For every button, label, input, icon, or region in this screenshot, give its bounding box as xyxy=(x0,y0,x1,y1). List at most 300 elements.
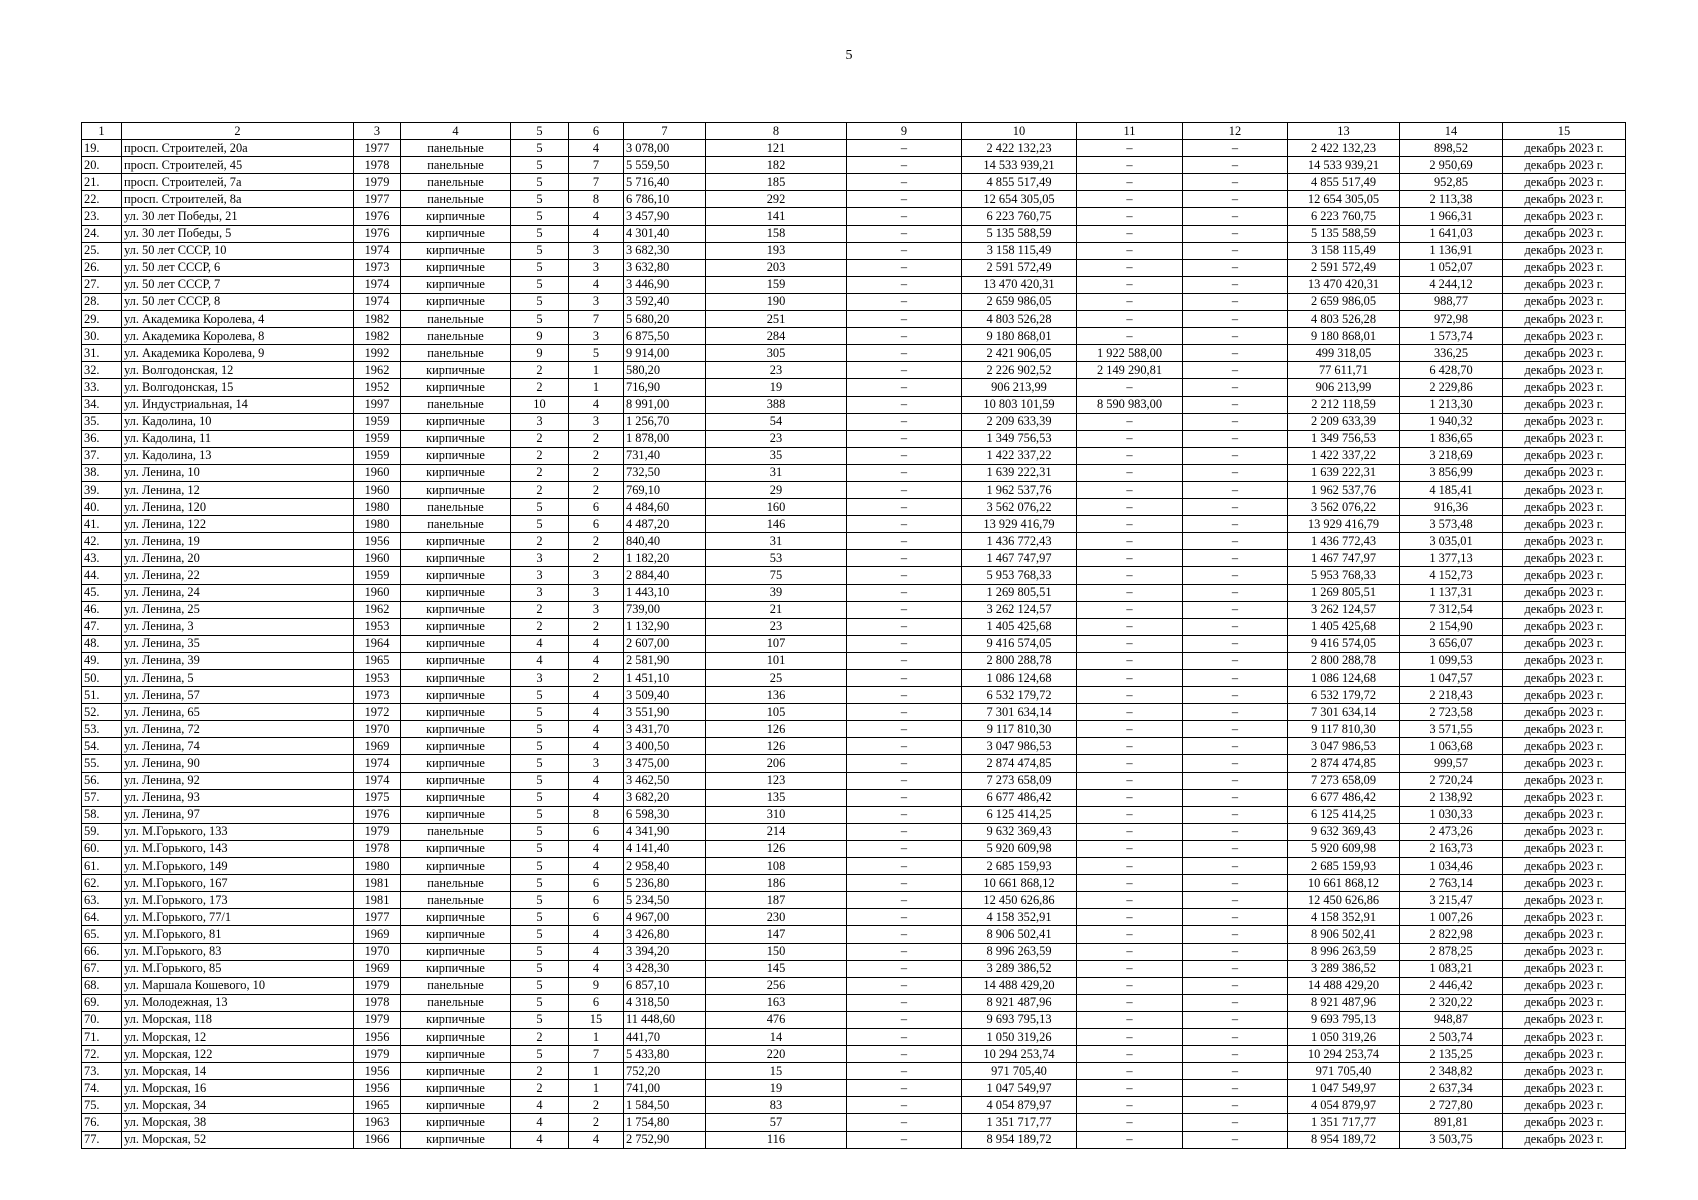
table-cell: 1 086 124,68 xyxy=(962,670,1077,687)
table-cell: 2 xyxy=(511,481,569,498)
table-cell: 1960 xyxy=(354,584,401,601)
table-cell: ул. Ленина, 39 xyxy=(122,652,354,669)
table-cell: 3 xyxy=(569,755,624,772)
table-cell: кирпичные xyxy=(401,721,511,738)
table-cell: кирпичные xyxy=(401,687,511,704)
table-cell: панельные xyxy=(401,311,511,328)
table-row xyxy=(82,875,1626,892)
table-cell: – xyxy=(1077,601,1183,618)
table-row xyxy=(82,191,1626,208)
table-cell: 1978 xyxy=(354,157,401,174)
table-cell: 54 xyxy=(706,413,847,430)
table-cell: 37. xyxy=(82,447,122,464)
table-cell: 3 856,99 xyxy=(1400,464,1503,481)
table-row xyxy=(82,721,1626,738)
table-cell: 27. xyxy=(82,276,122,293)
table-cell: – xyxy=(1183,738,1288,755)
table-cell: 8 991,00 xyxy=(624,396,706,413)
table-cell: – xyxy=(847,1046,962,1063)
table-cell: декабрь 2023 г. xyxy=(1503,960,1626,977)
table-cell: 2 874 474,85 xyxy=(1288,755,1400,772)
table-cell: ул. Ленина, 57 xyxy=(122,687,354,704)
table-cell: – xyxy=(1077,670,1183,687)
table-cell: – xyxy=(1183,157,1288,174)
table-cell: 840,40 xyxy=(624,533,706,550)
table-cell: 1976 xyxy=(354,208,401,225)
table-cell: – xyxy=(1183,772,1288,789)
table-cell: 1969 xyxy=(354,738,401,755)
table-cell: – xyxy=(847,858,962,875)
table-cell: 48. xyxy=(82,635,122,652)
table-cell: 2 xyxy=(569,481,624,498)
table-cell: кирпичные xyxy=(401,704,511,721)
table-cell: – xyxy=(1183,1114,1288,1131)
table-cell: 1 422 337,22 xyxy=(1288,447,1400,464)
table-cell: 4 xyxy=(569,1131,624,1148)
table-cell: ул. Ленина, 65 xyxy=(122,704,354,721)
table-cell: 1 269 805,51 xyxy=(962,584,1077,601)
table-cell: 1956 xyxy=(354,1028,401,1045)
table-cell: ул. М.Горького, 173 xyxy=(122,892,354,909)
table-cell: 23. xyxy=(82,208,122,225)
table-cell: кирпичные xyxy=(401,379,511,396)
table-cell: 147 xyxy=(706,926,847,943)
table-cell: 898,52 xyxy=(1400,140,1503,157)
table-cell: 1973 xyxy=(354,687,401,704)
table-cell: 10 661 868,12 xyxy=(962,875,1077,892)
column-header-11: 11 xyxy=(1077,123,1183,140)
table-cell: декабрь 2023 г. xyxy=(1503,379,1626,396)
table-row xyxy=(82,1028,1626,1045)
table-cell: 14 533 939,21 xyxy=(1288,157,1400,174)
table-cell: 69. xyxy=(82,994,122,1011)
table-cell: 42. xyxy=(82,533,122,550)
table-cell: 3 262 124,57 xyxy=(1288,601,1400,618)
table-cell: 4 803 526,28 xyxy=(962,311,1077,328)
table-cell: 3 xyxy=(569,567,624,584)
table-cell: ул. Морская, 14 xyxy=(122,1063,354,1080)
table-row xyxy=(82,293,1626,310)
table-cell: 1 349 756,53 xyxy=(962,430,1077,447)
table-cell: 4 xyxy=(569,858,624,875)
table-cell: 4 xyxy=(569,687,624,704)
table-cell: декабрь 2023 г. xyxy=(1503,481,1626,498)
table-cell: – xyxy=(1077,499,1183,516)
table-cell: 182 xyxy=(706,157,847,174)
table-cell: 6 125 414,25 xyxy=(1288,806,1400,823)
table-row xyxy=(82,1131,1626,1148)
table-cell: панельные xyxy=(401,345,511,362)
table-cell: – xyxy=(847,362,962,379)
table-cell: 28. xyxy=(82,293,122,310)
table-cell: кирпичные xyxy=(401,533,511,550)
table-row xyxy=(82,379,1626,396)
table-cell: 6 xyxy=(569,909,624,926)
table-cell: 6 677 486,42 xyxy=(1288,789,1400,806)
table-cell: 2 591 572,49 xyxy=(962,259,1077,276)
table-cell: 116 xyxy=(706,1131,847,1148)
table-row xyxy=(82,362,1626,379)
table-cell: – xyxy=(1183,1046,1288,1063)
table-cell: – xyxy=(1183,1028,1288,1045)
table-cell: декабрь 2023 г. xyxy=(1503,738,1626,755)
table-cell: ул. Ленина, 25 xyxy=(122,601,354,618)
table-cell: 1 086 124,68 xyxy=(1288,670,1400,687)
table-cell: – xyxy=(1077,584,1183,601)
table-cell: 2 421 906,05 xyxy=(962,345,1077,362)
table-cell: кирпичные xyxy=(401,755,511,772)
table-cell: – xyxy=(847,909,962,926)
table-cell: 4 185,41 xyxy=(1400,481,1503,498)
table-cell: 6 xyxy=(569,499,624,516)
table-cell: ул. Академика Королева, 8 xyxy=(122,328,354,345)
table-cell: 2 xyxy=(569,550,624,567)
table-cell: 1962 xyxy=(354,362,401,379)
table-cell: 1976 xyxy=(354,225,401,242)
table-cell: декабрь 2023 г. xyxy=(1503,926,1626,943)
table-cell: кирпичные xyxy=(401,208,511,225)
table-cell: кирпичные xyxy=(401,926,511,943)
table-cell: 1 351 717,77 xyxy=(962,1114,1077,1131)
table-cell: – xyxy=(1077,858,1183,875)
table-cell: кирпичные xyxy=(401,1097,511,1114)
table-cell: 1 182,20 xyxy=(624,550,706,567)
table-cell: кирпичные xyxy=(401,738,511,755)
table-row xyxy=(82,909,1626,926)
table-cell: 2 822,98 xyxy=(1400,926,1503,943)
table-cell: 3 xyxy=(511,550,569,567)
table-cell: 2 xyxy=(569,464,624,481)
table-cell: 732,50 xyxy=(624,464,706,481)
column-header-13: 13 xyxy=(1288,123,1400,140)
table-cell: панельные xyxy=(401,499,511,516)
table-cell: 2 720,24 xyxy=(1400,772,1503,789)
table-cell: 3 571,55 xyxy=(1400,721,1503,738)
table-cell: декабрь 2023 г. xyxy=(1503,1046,1626,1063)
table-cell: 13 470 420,31 xyxy=(1288,276,1400,293)
table-cell: 3 503,75 xyxy=(1400,1131,1503,1148)
table-cell: 3 562 076,22 xyxy=(1288,499,1400,516)
table-cell: 4 xyxy=(569,960,624,977)
table-cell: – xyxy=(847,499,962,516)
table-cell: 24. xyxy=(82,225,122,242)
table-cell: 2 763,14 xyxy=(1400,875,1503,892)
table-cell: 52. xyxy=(82,704,122,721)
table-cell: 2 xyxy=(511,430,569,447)
table-cell: – xyxy=(1077,379,1183,396)
table-cell: 1 405 425,68 xyxy=(1288,618,1400,635)
table-cell: 5 680,20 xyxy=(624,311,706,328)
table-cell: 1 940,32 xyxy=(1400,413,1503,430)
table-cell: – xyxy=(1183,943,1288,960)
table-cell: 4 xyxy=(569,276,624,293)
table-cell: 150 xyxy=(706,943,847,960)
table-cell: кирпичные xyxy=(401,1063,511,1080)
column-header-14: 14 xyxy=(1400,123,1503,140)
table-cell: – xyxy=(1183,550,1288,567)
table-cell: декабрь 2023 г. xyxy=(1503,140,1626,157)
table-cell: 31 xyxy=(706,533,847,550)
table-cell: декабрь 2023 г. xyxy=(1503,345,1626,362)
table-cell: 1953 xyxy=(354,670,401,687)
table-cell: декабрь 2023 г. xyxy=(1503,1028,1626,1045)
table-cell: кирпичные xyxy=(401,601,511,618)
table-cell: ул. Морская, 38 xyxy=(122,1114,354,1131)
table-cell: 1 213,30 xyxy=(1400,396,1503,413)
table-cell: декабрь 2023 г. xyxy=(1503,174,1626,191)
table-cell: 36. xyxy=(82,430,122,447)
table-cell: 3 562 076,22 xyxy=(962,499,1077,516)
table-cell: декабрь 2023 г. xyxy=(1503,994,1626,1011)
table-cell: 6 223 760,75 xyxy=(962,208,1077,225)
column-header-4: 4 xyxy=(401,123,511,140)
table-cell: декабрь 2023 г. xyxy=(1503,1114,1626,1131)
table-cell: 2 800 288,78 xyxy=(962,652,1077,669)
table-cell: ул. 50 лет СССР, 7 xyxy=(122,276,354,293)
table-cell: – xyxy=(1183,191,1288,208)
table-cell: 1992 xyxy=(354,345,401,362)
table-cell: – xyxy=(847,293,962,310)
table-row xyxy=(82,738,1626,755)
table-row xyxy=(82,943,1626,960)
table-cell: – xyxy=(1183,396,1288,413)
table-cell: – xyxy=(1077,447,1183,464)
table-cell: 6 xyxy=(569,875,624,892)
table-cell: 1 083,21 xyxy=(1400,960,1503,977)
table-cell: – xyxy=(847,191,962,208)
table-cell: ул. Морская, 12 xyxy=(122,1028,354,1045)
table-cell: 9 693 795,13 xyxy=(962,1011,1077,1028)
table-cell: 1959 xyxy=(354,413,401,430)
table-cell: 5 xyxy=(511,840,569,857)
table-cell: – xyxy=(847,140,962,157)
table-cell: 9 693 795,13 xyxy=(1288,1011,1400,1028)
table-cell: 1960 xyxy=(354,481,401,498)
table-cell: ул. Ленина, 12 xyxy=(122,481,354,498)
table-row xyxy=(82,311,1626,328)
table-cell: 4 xyxy=(569,721,624,738)
column-header-15: 15 xyxy=(1503,123,1626,140)
table-cell: 2 473,26 xyxy=(1400,823,1503,840)
table-cell: 19 xyxy=(706,1080,847,1097)
table-cell: 6 532 179,72 xyxy=(1288,687,1400,704)
table-cell: 1976 xyxy=(354,806,401,823)
table-cell: 3 656,07 xyxy=(1400,635,1503,652)
table-row xyxy=(82,1114,1626,1131)
table-cell: кирпичные xyxy=(401,430,511,447)
table-cell: – xyxy=(1183,704,1288,721)
table-cell: 4 487,20 xyxy=(624,516,706,533)
table-cell: кирпичные xyxy=(401,362,511,379)
table-cell: панельные xyxy=(401,157,511,174)
table-cell: 2 229,86 xyxy=(1400,379,1503,396)
table-cell: 5 920 609,98 xyxy=(962,840,1077,857)
table-cell: панельные xyxy=(401,977,511,994)
table-cell: 3 xyxy=(511,567,569,584)
table-cell: 1 922 588,00 xyxy=(1077,345,1183,362)
table-cell: ул. 30 лет Победы, 5 xyxy=(122,225,354,242)
table-cell: 193 xyxy=(706,242,847,259)
table-cell: 292 xyxy=(706,191,847,208)
table-cell: ул. Кадолина, 10 xyxy=(122,413,354,430)
table-cell: – xyxy=(1183,670,1288,687)
table-cell: ул. Ленина, 122 xyxy=(122,516,354,533)
table-cell: 14 488 429,20 xyxy=(1288,977,1400,994)
table-cell: 1974 xyxy=(354,772,401,789)
table-row xyxy=(82,687,1626,704)
table-cell: 2 878,25 xyxy=(1400,943,1503,960)
table-cell: декабрь 2023 г. xyxy=(1503,567,1626,584)
table-cell: 1977 xyxy=(354,909,401,926)
table-row xyxy=(82,550,1626,567)
table-cell: 1978 xyxy=(354,994,401,1011)
table-cell: ул. Ленина, 120 xyxy=(122,499,354,516)
table-cell: 66. xyxy=(82,943,122,960)
table-cell: декабрь 2023 г. xyxy=(1503,464,1626,481)
table-cell: 2 226 902,52 xyxy=(962,362,1077,379)
table-cell: 6 532 179,72 xyxy=(962,687,1077,704)
table-cell: 1 xyxy=(569,1028,624,1045)
table-cell: 31 xyxy=(706,464,847,481)
table-cell: 5 xyxy=(511,1046,569,1063)
table-cell: 4 341,90 xyxy=(624,823,706,840)
table-cell: 1 962 537,76 xyxy=(962,481,1077,498)
table-cell: декабрь 2023 г. xyxy=(1503,840,1626,857)
table-cell: 5 xyxy=(511,259,569,276)
table-cell: 74. xyxy=(82,1080,122,1097)
table-cell: кирпичные xyxy=(401,1131,511,1148)
table-cell: ул. Ленина, 19 xyxy=(122,533,354,550)
table-cell: 8 921 487,96 xyxy=(1288,994,1400,1011)
table-cell: – xyxy=(1077,892,1183,909)
table-cell: 6 857,10 xyxy=(624,977,706,994)
table-cell: 4 xyxy=(569,926,624,943)
table-cell: – xyxy=(847,276,962,293)
table-cell: ул. Академика Королева, 4 xyxy=(122,311,354,328)
table-cell: 3 035,01 xyxy=(1400,533,1503,550)
table-cell: 4 xyxy=(569,704,624,721)
table-cell: декабрь 2023 г. xyxy=(1503,789,1626,806)
table-cell: 29. xyxy=(82,311,122,328)
table-cell: 5 xyxy=(511,738,569,755)
table-cell: – xyxy=(1183,516,1288,533)
table-cell: 3 475,00 xyxy=(624,755,706,772)
table-cell: 2 800 288,78 xyxy=(1288,652,1400,669)
table-cell: 2 591 572,49 xyxy=(1288,259,1400,276)
page-number: 5 xyxy=(845,48,853,63)
table-cell: 441,70 xyxy=(624,1028,706,1045)
table-cell: 4 xyxy=(569,225,624,242)
table-cell: – xyxy=(847,345,962,362)
table-cell: 1974 xyxy=(354,755,401,772)
table-cell: кирпичные xyxy=(401,225,511,242)
table-cell: 1 836,65 xyxy=(1400,430,1503,447)
table-cell: 739,00 xyxy=(624,601,706,618)
table-cell: 2 422 132,23 xyxy=(1288,140,1400,157)
table-row xyxy=(82,1063,1626,1080)
table-cell: – xyxy=(847,601,962,618)
table-cell: 988,77 xyxy=(1400,293,1503,310)
table-cell: ул. Академика Королева, 9 xyxy=(122,345,354,362)
table-cell: 5 xyxy=(511,242,569,259)
table-cell: 251 xyxy=(706,311,847,328)
table-cell: 9 117 810,30 xyxy=(962,721,1077,738)
table-cell: 1 050 319,26 xyxy=(1288,1028,1400,1045)
table-cell: декабрь 2023 г. xyxy=(1503,721,1626,738)
table-cell: 3 215,47 xyxy=(1400,892,1503,909)
table-cell: 1974 xyxy=(354,293,401,310)
table-cell: декабрь 2023 г. xyxy=(1503,858,1626,875)
table-cell: – xyxy=(1183,1011,1288,1028)
table-cell: ул. 50 лет СССР, 10 xyxy=(122,242,354,259)
table-cell: 10 803 101,59 xyxy=(962,396,1077,413)
table-cell: ул. Ленина, 5 xyxy=(122,670,354,687)
table-cell: ул. 50 лет СССР, 8 xyxy=(122,293,354,310)
table-cell: 145 xyxy=(706,960,847,977)
table-cell: 906 213,99 xyxy=(1288,379,1400,396)
table-cell: 3 400,50 xyxy=(624,738,706,755)
table-row xyxy=(82,772,1626,789)
table-cell: 3 431,70 xyxy=(624,721,706,738)
table-cell: – xyxy=(1077,1011,1183,1028)
table-cell: ул. М.Горького, 83 xyxy=(122,943,354,960)
table-cell: 12 654 305,05 xyxy=(1288,191,1400,208)
table-cell: 5 xyxy=(511,687,569,704)
table-cell: – xyxy=(1183,584,1288,601)
table-cell: декабрь 2023 г. xyxy=(1503,447,1626,464)
table-cell: 47. xyxy=(82,618,122,635)
table-cell: 4 xyxy=(569,943,624,960)
table-cell: просп. Строителей, 8а xyxy=(122,191,354,208)
table-cell: 1 584,50 xyxy=(624,1097,706,1114)
table-cell: декабрь 2023 г. xyxy=(1503,704,1626,721)
table-cell: – xyxy=(847,533,962,550)
table-cell: – xyxy=(847,875,962,892)
table-cell: 19. xyxy=(82,140,122,157)
table-header xyxy=(82,123,1626,140)
table-cell: 6 xyxy=(569,823,624,840)
table-cell: 163 xyxy=(706,994,847,1011)
table-cell: 5 953 768,33 xyxy=(962,567,1077,584)
table-cell: 1 xyxy=(569,1080,624,1097)
table-cell: – xyxy=(1077,721,1183,738)
table-row xyxy=(82,977,1626,994)
table-cell: 2 xyxy=(511,362,569,379)
table-cell: – xyxy=(1077,652,1183,669)
table-cell: 41. xyxy=(82,516,122,533)
table-cell: 2 659 986,05 xyxy=(1288,293,1400,310)
table-cell: 3 xyxy=(511,584,569,601)
table-cell: 123 xyxy=(706,772,847,789)
table-cell: ул. Морская, 16 xyxy=(122,1080,354,1097)
table-cell: декабрь 2023 г. xyxy=(1503,242,1626,259)
table-cell: – xyxy=(1183,618,1288,635)
table-cell: 3 xyxy=(569,413,624,430)
table-cell: 12 654 305,05 xyxy=(962,191,1077,208)
table-cell: 1956 xyxy=(354,533,401,550)
table-cell: декабрь 2023 г. xyxy=(1503,311,1626,328)
table-cell: 6 786,10 xyxy=(624,191,706,208)
table-cell: ул. Маршала Кошевого, 10 xyxy=(122,977,354,994)
table-cell: – xyxy=(1077,789,1183,806)
table-cell: 9 xyxy=(511,328,569,345)
table-cell: 2 xyxy=(569,533,624,550)
table-cell: – xyxy=(1183,362,1288,379)
table-cell: – xyxy=(847,635,962,652)
table-cell: панельные xyxy=(401,396,511,413)
table-cell: – xyxy=(1183,721,1288,738)
table-cell: 5 234,50 xyxy=(624,892,706,909)
